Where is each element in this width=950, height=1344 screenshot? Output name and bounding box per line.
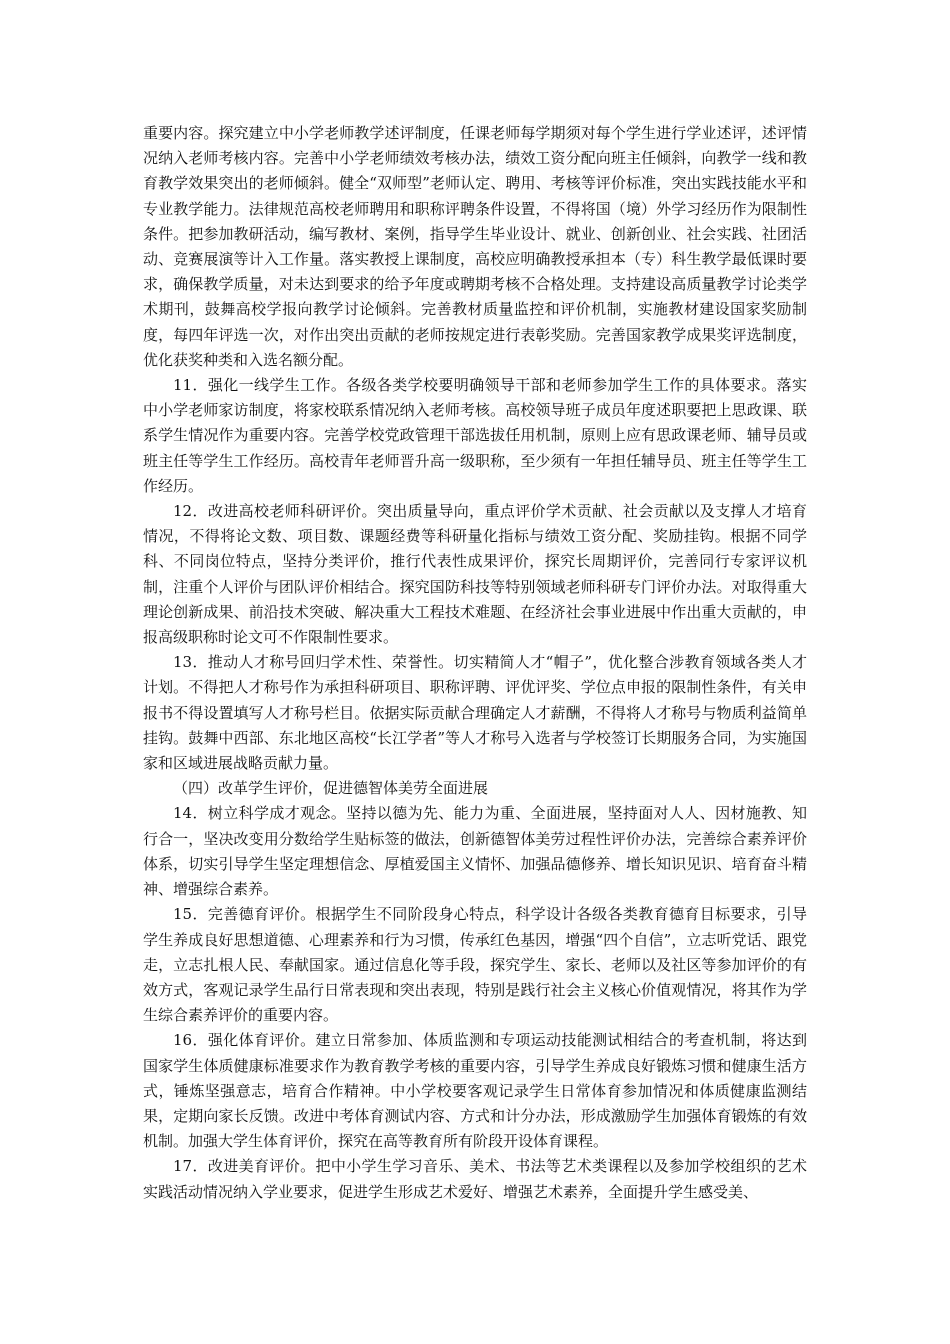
paragraph-12-research-evaluation: 12．改进高校老师科研评价。突出质量导向，重点评价学术贡献、社会贡献以及支撑人才培育情况，不得将论文数、项目数、课题经费等科研量化指标与绩效工资分配、奖励挂钩。根据不同学科、不同岗位特点，坚持分类评价，推行代表性成果评价，探究长周期评价，完善同行专家评议机制，注重个人评价与团队评价相结合。探究国防科技等特别领域老师科研专门评价办法。对取得重大理论创新成果、前沿技术突破、解决重大工程技术难题、在经济社会事业进展中作出重大贡献的，申报高级职称时论文可不作限制性要求。 [143, 502, 807, 647]
paragraph-17-arts-evaluation: 17．改进美育评价。把中小学生学习音乐、美术、书法等艺术类课程以及参加学校组织的艺术实践活动情况纳入学业要求，促进学生形成艺术爱好、增强艺术素养，全面提升学生感受美、 [143, 1157, 807, 1201]
paragraph-16-sports-evaluation: 16．强化体育评价。建立日常参加、体质监测和专项运动技能测试相结合的考查机制，将达到国家学生体质健康标准要求作为教育教学考核的重要内容，引导学生养成良好锻炼习惯和健康生活方式，锤炼坚强意志，培育合作精神。中小学校要客观记录学生日常体育参加情况和体质健康监测结果，定期向家长反馈。改进中考体育测试内容、方式和计分办法，形成激励学生加强体育锻炼的有效机制。加强大学生体育评价，探究在高等教育所有阶段开设体育课程。 [143, 1031, 807, 1151]
paragraph-11-frontline-student-work: 11．强化一线学生工作。各级各类学校要明确领导干部和老师参加学生工作的具体要求。落实中小学老师家访制度，将家校联系情况纳入老师考核。高校领导班子成员年度述职要把上思政课、联系学生情况作为重要内容。完善学校党政管理干部选拔任用机制，原则上应有思政课老师、辅导员或班主任等学生工作经历。高校青年老师晋升高一级职称，至少须有一年担任辅导员、班主任等学生工作经历。 [143, 376, 807, 495]
paragraph-14-talent-concept: 14．树立科学成才观念。坚持以德为先、能力为重、全面进展，坚持面对人人、因材施教、知行合一，坚决改变用分数给学生贴标签的做法，创新德智体美劳过程性评价办法，完善综合素养评价体系，切实引导学生坚定理想信念、厚植爱国主义情怀、加强品德修养、增长知识见识、培育奋斗精神、增强综合素养。 [143, 804, 807, 899]
paragraph-13-talent-titles: 13．推动人才称号回归学术性、荣誉性。切实精简人才“帽子”，优化整合涉教育领域各类人才计划。不得把人才称号作为承担科研项目、职称评聘、评优评奖、学位点申报的限制性条件，有关申报书不得设置填写人才称号栏目。依据实际贡献合理确定人才薪酬，不得将人才称号与物质利益简单挂钩。鼓舞中西部、东北地区高校“长江学者”等人才称号入选者与学校签订长期服务合同，为实施国家和区域进展战略贡献力量。 [143, 653, 807, 773]
paragraph-15-moral-evaluation: 15．完善德育评价。根据学生不同阶段身心特点，科学设计各级各类教育德育目标要求，引导学生养成良好思想道德、心理素养和行为习惯，传承红色基因，增强“四个自信”，立志听党话、跟党走，立志扎根人民、奉献国家。通过信息化等手段，探究学生、家长、老师以及社区等参加评价的有效方式，客观记录学生品行日常表现和突出表现，特别是践行社会主义核心价值观情况，将其作为学生综合素养评价的重要内容。 [143, 905, 807, 1025]
section-heading-4: （四）改革学生评价，促进德智体美劳全面进展 [173, 779, 489, 798]
document-body [143, 121, 807, 1205]
paragraph-continued: 重要内容。探究建立中小学老师教学述评制度，任课老师每学期须对每个学生进行学业述评，述评情况纳入老师考核内容。完善中小学老师绩效考核办法，绩效工资分配向班主任倾斜，向教学一线和教育教学效果突出的老师倾斜。健全“双师型”老师认定、聘用、考核等评价标准，突出实践技能水平和专业教学能力。法律规范高校老师聘用和职称评聘条件设置，不得将国（境）外学习经历作为限制性条件。把参加教研活动，编写教材、案例，指导学生毕业设计、就业、创新创业、社会实践、社团活动、竞赛展演等计入工作量。落实教授上课制度，高校应明确教授承担本（专）科生教学最低课时要求，确保教学质量，对未达到要求的给予年度或聘期考核不合格处理。支持建设高质量教学讨论类学术期刊，鼓舞高校学报向教学讨论倾斜。完善教材质量监控和评价机制，实施教材建设国家奖励制度，每四年评选一次，对作出突出贡献的老师按规定进行表彰奖励。完善国家教学成果奖评选制度，优化获奖种类和入选名额分配。 [143, 124, 807, 369]
